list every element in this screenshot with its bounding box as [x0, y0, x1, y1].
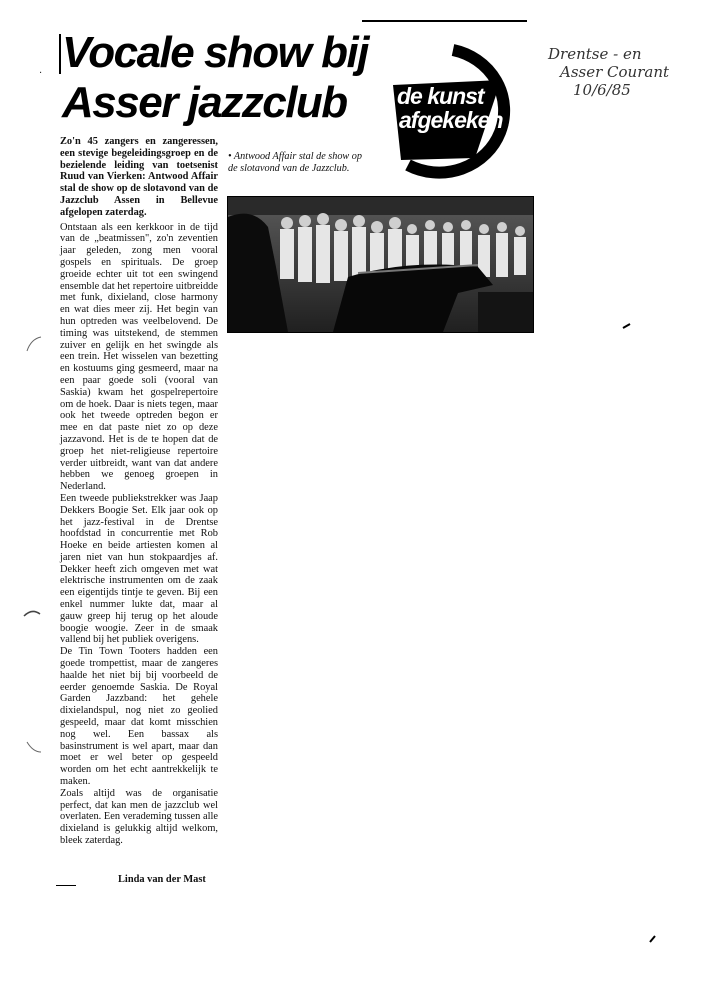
handnote-line-1: Drentse - en [548, 45, 642, 63]
article-paragraph-2: Een tweede publiekstrekker was Jaap Dekkers Boogie Set. Elk jaar ook op het jazz-festival in de Drentse hoofdstad in concurrentie met Rob Hoeke en beide artiesten komen al jaren niet van hun stokpaardjes af. Dekker heeft zich omgeven met wat elektrische instrumenten om de zaak een eigentijds tintje te geven. Bij een enkel nummer lukte dat, maar al gauw greep hij terug op het aloude boogie woogie. Zeer in de smaak vallend bij het publiek overigens. [60, 492, 218, 646]
logo-line-1: de kunst [397, 83, 484, 109]
logo-text [397, 84, 512, 132]
byline: Linda van der Mast [118, 874, 206, 885]
headline-line-1: Vocale show bij [62, 28, 368, 77]
handnote-line-2: Asser Courant [560, 63, 670, 81]
headline-line-2: Asser jazzclub [62, 78, 347, 127]
photo [227, 196, 534, 333]
logo-line-2: afgekeken [399, 107, 503, 133]
headline-rule [59, 34, 61, 74]
scan-mark [25, 740, 43, 754]
scan-mark [648, 934, 658, 944]
handnote-line-3: 10/6/85 [573, 81, 631, 99]
article-paragraph-1: Ontstaan als een kerkkoor in de tijd van de „beatmissen", zo'n zeventien jaar geleden, zong men vooral gospels en spirituals. De groep groeide echter uit tot een swingend ensemble dat het repertoire uitbreidde met funk, dixieland, close harmony en wat dies meer zij. Het begin van hun optreden was veelbelovend. De timing was uitstekend, de stemmen zuiver en gelijk en het swingde als een trein. Het wisselen van bezetting en kostuums ging gesmeerd, maar na een paar goede soli (vooral van Saskia) kwam het gospelrepertoire om de hoek. Daar is niets tegen, maar ook het tweede optreden begon er mee en dat paste niet zo op deze jazzavond. Het is de te hopen dat de groep het niet-religieuse repertoire verder uitbreidt, want van dat andere hebben we genoeg groepen in Nederland. [60, 221, 218, 493]
article-paragraph-3: De Tin Town Tooters hadden een goede trompettist, maar de zangeres haalde het niet bij bij voorbeeld de eerder genoemde Saskia. De Royal Garden Jazzband: het gehele dixielandspul, nog niet zo geolied gespeeld, maar dat komt misschien nog wel. Een bassax als basinstrument is wel apart, maar dan moet er wel beter op gespeeld worden om het echt aantrekkelijk te maken. [60, 646, 218, 788]
photo-image [228, 197, 533, 332]
headline [62, 28, 368, 128]
byline-rule [56, 885, 76, 886]
scan-mark [22, 608, 42, 620]
article-lead: Zo'n 45 zangers en zangeressen, een stevige begeleidingsgroep en de bezielende leiding van toetsenist Ruud van Vierken: Antwood Affair stal de show op de slotavond van de Jazzclub Assen in Bellevue afgelopen zaterdag. [60, 136, 218, 218]
article-paragraph-4: Zoals altijd was de organisatie perfect, dat kan men de jazzclub wel overlaten. Een verademing tussen alle dixieland is gelukkig altijd welkom, bleek zaterdag. [60, 787, 218, 847]
handwritten-note [548, 45, 718, 99]
photo-caption: • Antwood Affair stal de show op de slotavond van de Jazzclub. [228, 151, 362, 174]
scan-mark [622, 322, 632, 330]
top-rule [362, 20, 527, 22]
scan-dot: · [39, 68, 43, 79]
article-body [60, 136, 218, 847]
scan-mark [25, 335, 45, 355]
